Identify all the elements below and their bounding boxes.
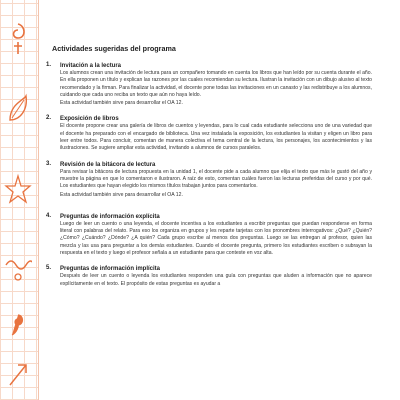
item-text: Para revisar la bitácora de lectura propuesta en la unidad 1, el docente pide a cada alumno que elija el texto que más le gustó del año y muestre la página en que lo comentaron e ilustraron. A raíz de esto, comentan cuáles fueron las lecturas preferidas del curso y por qué. Los estudiantes que hayan elegido los mismos títulos trabajan juntos para comentarlos. xyxy=(60,168,372,190)
document-content xyxy=(46,44,372,296)
item-title: Preguntas de información explícita xyxy=(60,213,160,220)
item-text: El docente propone crear una galería de libros de cuentos y leyendas, para lo cual cada estudiante selecciona uno de una variedad que el docente ha preparado con el encargado de biblioteca. Una vez instalada la exposición, los estudiantes la visitan y eligen un libro para leer entre todos. Para concluir, comentan de manera colectiva el tema central de la lectura, los personajes, los acontecimientos y las ilustraciones. Se sugiere ampliar esta actividad, invitando a alumnos de cursos paralelos. xyxy=(60,123,372,152)
item-number: 2. xyxy=(46,115,52,122)
item-note: Esta actividad también sirve para desarrollar el OA 12. xyxy=(60,191,183,198)
activity-item xyxy=(46,212,372,257)
item-number: 1. xyxy=(46,62,52,68)
activity-item xyxy=(46,115,372,152)
wave-doodle-icon xyxy=(4,245,32,285)
item-number: 3. xyxy=(46,160,52,167)
item-text: Los alumnos crean una invitación de lectura para un compañero tomando en cuenta los libros que han leído por su cuenta durante el año. En ella proponen un título y explican las razones por las cuales recomiendan su lectura. Ilustran la invitación con un dibujo alusivo al texto recomendado y la firman. Para finalizar la actividad, el docente pone todas las invitaciones en un canasto y las redistribuye a los alumnos, cuidando que cada uno reciba un texto que aún no haya leído. xyxy=(60,70,372,98)
spiral-doodle-icon xyxy=(4,20,32,60)
item-number: 4. xyxy=(46,212,52,219)
comma-doodle-icon xyxy=(4,305,32,345)
item-title: Invitación a la lectura xyxy=(60,63,122,69)
activity-item xyxy=(46,265,372,288)
leaf-doodle-icon xyxy=(4,90,32,130)
item-number: 5. xyxy=(46,265,52,272)
item-title: Exposición de libros xyxy=(60,116,119,123)
section-title: Actividades sugeridas del programa xyxy=(52,44,176,53)
arrow-doodle-icon xyxy=(4,355,32,395)
item-title: Revisión de la bitácora de lectura xyxy=(60,161,156,168)
item-text: Después de leer un cuento o leyenda los estudiantes responden una guía con preguntas que aluden a información que no aparece explícitamente en el texto. El propósito de estas preguntas es ayudar a xyxy=(60,273,372,287)
activity-item xyxy=(46,160,372,199)
item-title: Preguntas de información implícita xyxy=(60,266,161,273)
star-doodle-icon xyxy=(4,170,32,210)
item-text: Luego de leer un cuento o una leyenda, el docente incentiva a los estudiantes a escribir preguntas que puedan responderse en forma literal con palabras del relato. Para eso los organiza en grupos y les reparte tarjetas con los pronombres interrogativos: ¿Qué? ¿Quién? ¿Cómo? ¿Cuándo? ¿Dónde? ¿A quién? Cada grupo escribe al menos dos preguntas. Luego se las entregan al profesor, quien las mezcla y las usa para preguntar a los demás estudiantes. Cuando el docente pregunta, primero los estudiantes escriben o subrayan la respuesta en el texto y luego el profesor señala a un estudiante para que conteste en voz alta. xyxy=(60,220,372,257)
activity-item xyxy=(46,62,372,107)
item-note: Esta actividad también sirve para desarrollar el OA 12. xyxy=(60,100,183,107)
